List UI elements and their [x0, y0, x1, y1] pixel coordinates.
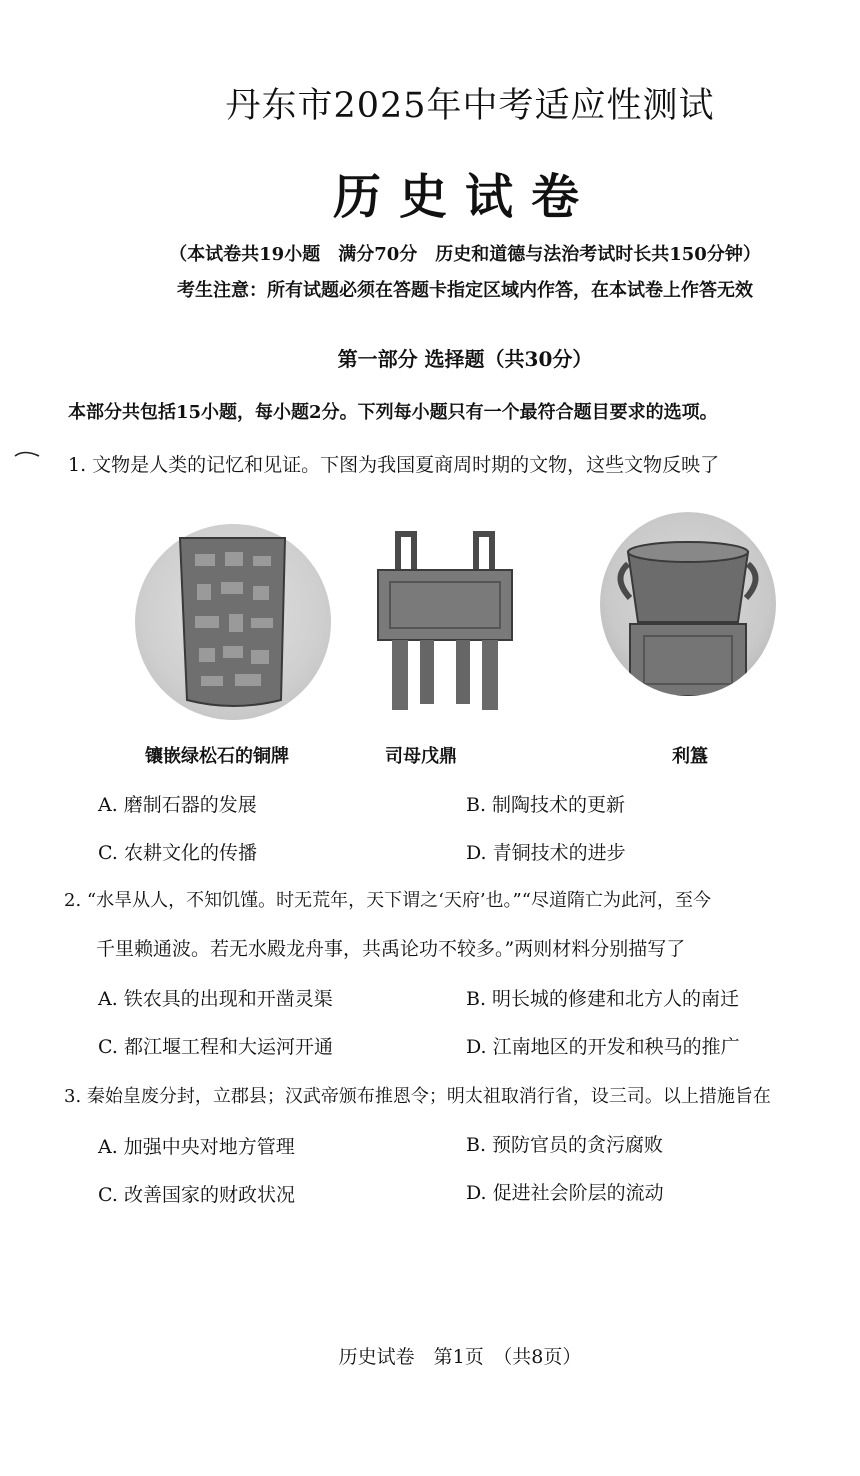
- q1-option-d: D. 青铜技术的进步: [466, 842, 626, 864]
- q2-option-d: D. 江南地区的开发和秧马的推广: [466, 1036, 740, 1058]
- caption-li-gui: 利簋: [672, 746, 708, 767]
- question-1-stem: 1. 文物是人类的记忆和见证。下图为我国夏商周时期的文物，这些文物反映了: [68, 454, 720, 476]
- q2-option-c: C. 都江堰工程和大运河开通: [98, 1036, 333, 1058]
- section-instructions: 本部分共包括15小题，每小题2分。下列每小题只有一个最符合题目要求的选项。: [68, 402, 718, 423]
- bronze-ding-icon: [370, 530, 520, 720]
- bronze-plaque-icon: [135, 524, 331, 720]
- exam-title: 丹东市2025年中考适应性测试: [225, 86, 715, 126]
- q3-option-c: C. 改善国家的财政状况: [98, 1184, 295, 1206]
- q2-option-b: B. 明长城的修建和北方人的南迁: [466, 988, 740, 1010]
- q3-option-a: A. 加强中央对地方管理: [98, 1136, 295, 1158]
- caption-simuwu-ding: 司母戊鼎: [385, 746, 457, 767]
- section-title: 第一部分 选择题（共30分）: [337, 347, 593, 371]
- q1-option-b: B. 制陶技术的更新: [466, 794, 626, 816]
- subject-title: 历史试卷: [332, 169, 597, 225]
- caption-bronze-plaque: 镶嵌绿松石的铜牌: [145, 746, 289, 767]
- page-footer: 历史试卷 第1页 （共8页）: [338, 1346, 582, 1368]
- q2-option-a: A. 铁农具的出现和开凿灵渠: [98, 988, 333, 1010]
- q3-option-b: B. 预防官员的贪污腐败: [466, 1134, 664, 1156]
- question-3-stem: 3. 秦始皇废分封，立郡县；汉武帝颁布推恩令；明太祖取消行省，设三司。以上措施旨在: [64, 1086, 771, 1107]
- q1-option-a: A. 磨制石器的发展: [98, 794, 257, 816]
- question-2-stem-line2: 千里赖通波。若无水殿龙舟事，共禹论功不较多。”两则材料分别描写了: [96, 938, 686, 960]
- q3-option-d: D. 促进社会阶层的流动: [466, 1182, 664, 1204]
- exam-notice: 考生注意：所有试题必须在答题卡指定区域内作答，在本试卷上作答无效: [177, 280, 753, 301]
- bronze-gui-icon: [600, 512, 776, 696]
- pen-mark-icon: [14, 448, 40, 458]
- q1-option-c: C. 农耕文化的传播: [98, 842, 257, 864]
- exam-info: （本试卷共19小题 满分70分 历史和道德与法治考试时长共150分钟）: [169, 244, 761, 265]
- question-2-stem-line1: 2. “水旱从人，不知饥馑。时无荒年，天下谓之‘天府’也。”“尽道隋亡为此河，至今: [64, 890, 711, 911]
